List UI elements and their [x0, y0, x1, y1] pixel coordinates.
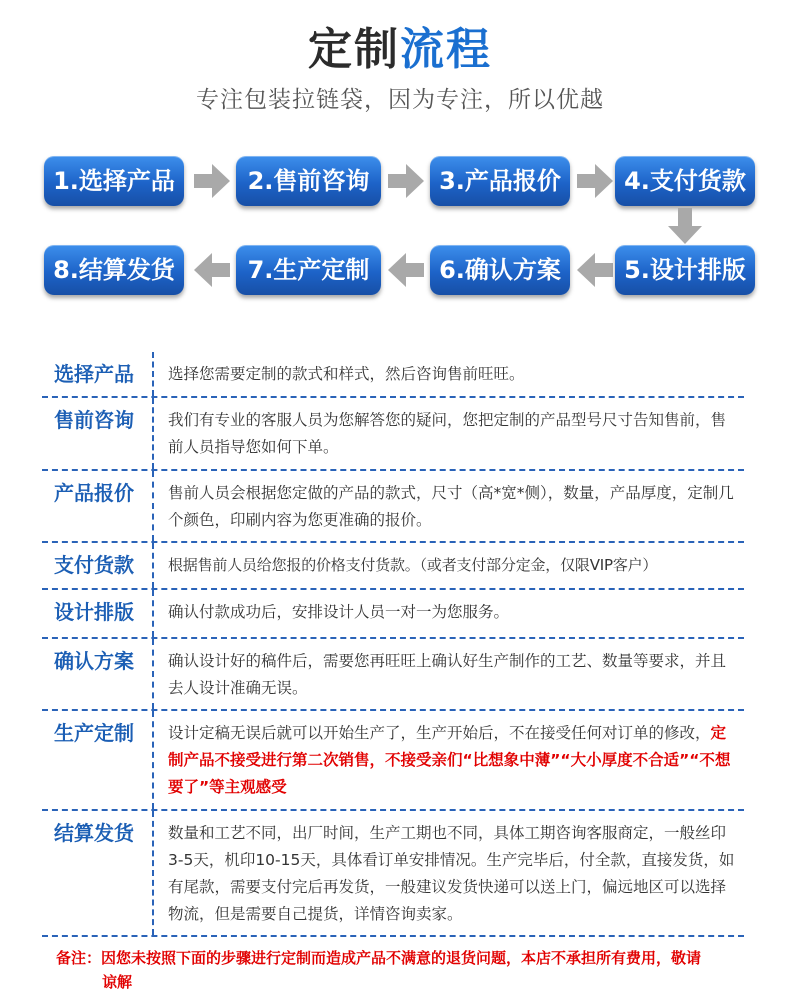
- arrow-down-icon: [665, 206, 705, 246]
- flow-step-7: 7.生产定制: [236, 245, 381, 295]
- detail-label: 设计排版: [42, 590, 154, 637]
- note-line1: 因您未按照下面的步骤进行定制而造成产品不满意的退货问题，本店不承担所有费用，敬请: [101, 949, 702, 967]
- page-title: [0, 22, 800, 78]
- detail-label: 确认方案: [42, 639, 154, 709]
- detail-text: 确认付款成功后，安排设计人员一对一为您服务。: [168, 603, 510, 621]
- detail-row: [42, 711, 744, 811]
- detail-text: 售前人员会根据您定做的产品的款式，尺寸（高*宽*侧），数量，产品厚度，定制几个颜色，印刷内容为您更准确的报价。: [168, 484, 734, 529]
- detail-row: [42, 639, 744, 711]
- detail-row: [42, 811, 744, 937]
- note-line2: 谅解: [102, 973, 133, 991]
- detail-text: [154, 711, 744, 809]
- process-detail-table: [42, 352, 744, 937]
- arrow-right-icon: [386, 161, 426, 201]
- disclaimer-note: [56, 946, 748, 994]
- detail-text: 确认设计好的稿件后，需要您再旺旺上确认好生产制作的工艺、数量等要求，并且去人设计准确无误。: [168, 652, 727, 697]
- detail-label: 生产定制: [42, 711, 154, 809]
- detail-label: 选择产品: [42, 352, 154, 396]
- detail-row: [42, 352, 744, 398]
- detail-text: 选择您需要定制的款式和样式，然后咨询售前旺旺。: [168, 365, 525, 383]
- detail-row: [42, 471, 744, 543]
- arrow-left-icon: [192, 250, 232, 290]
- detail-text-warning: 定制产品不接受进行第二次销售，不接受亲们“比想象中薄”“大小厚度不合适”“不想要了”等主观感受: [168, 724, 731, 796]
- detail-text: 我们有专业的客服人员为您解答您的疑问，您把定制的产品型号尺寸告知售前，售前人员指导您如何下单。: [168, 411, 727, 456]
- detail-label: 售前咨询: [42, 398, 154, 469]
- flow-step-1: 1.选择产品: [44, 156, 184, 206]
- page-title-blue: 流程: [400, 24, 492, 75]
- detail-row: [42, 590, 744, 639]
- detail-row: [42, 543, 744, 590]
- page-subtitle: 专注包装拉链袋，因为专注，所以优越: [196, 87, 604, 113]
- arrow-left-icon: [575, 250, 615, 290]
- arrow-right-icon: [575, 161, 615, 201]
- flow-step-3: 3.产品报价: [430, 156, 570, 206]
- flow-step-2: 2.售前咨询: [236, 156, 381, 206]
- detail-text: 根据售前人员给您报的价格支付货款。（或者支付部分定金，仅限VIP客户）: [168, 556, 658, 574]
- arrow-right-icon: [192, 161, 232, 201]
- flow-step-8: 8.结算发货: [44, 245, 184, 295]
- arrow-left-icon: [386, 250, 426, 290]
- flow-step-6: 6.确认方案: [430, 245, 570, 295]
- flow-step-4: 4.支付货款: [615, 156, 755, 206]
- note-prefix: 备注：: [56, 949, 102, 967]
- page-title-dark: 定制: [308, 24, 400, 75]
- detail-text: 数量和工艺不同，出厂时间，生产工期也不同，具体工期咨询客服商定，一般丝印3-5天，机印10-15天，具体看订单安排情况。生产完毕后，付全款，直接发货，如有尾款，需要支付完后再发货，一般建议发货快递可以送上门，偏远地区可以选择物流，但是需要自己提货，详情咨询卖家。: [168, 824, 735, 923]
- flow-step-5: 5.设计排版: [615, 245, 755, 295]
- detail-text-normal: 设计定稿无误后就可以开始生产了，生产开始后，不在接受任何对订单的修改，: [168, 724, 711, 742]
- detail-label: 产品报价: [42, 471, 154, 541]
- detail-label: 支付货款: [42, 543, 154, 588]
- detail-row: [42, 398, 744, 471]
- detail-label: 结算发货: [42, 811, 154, 935]
